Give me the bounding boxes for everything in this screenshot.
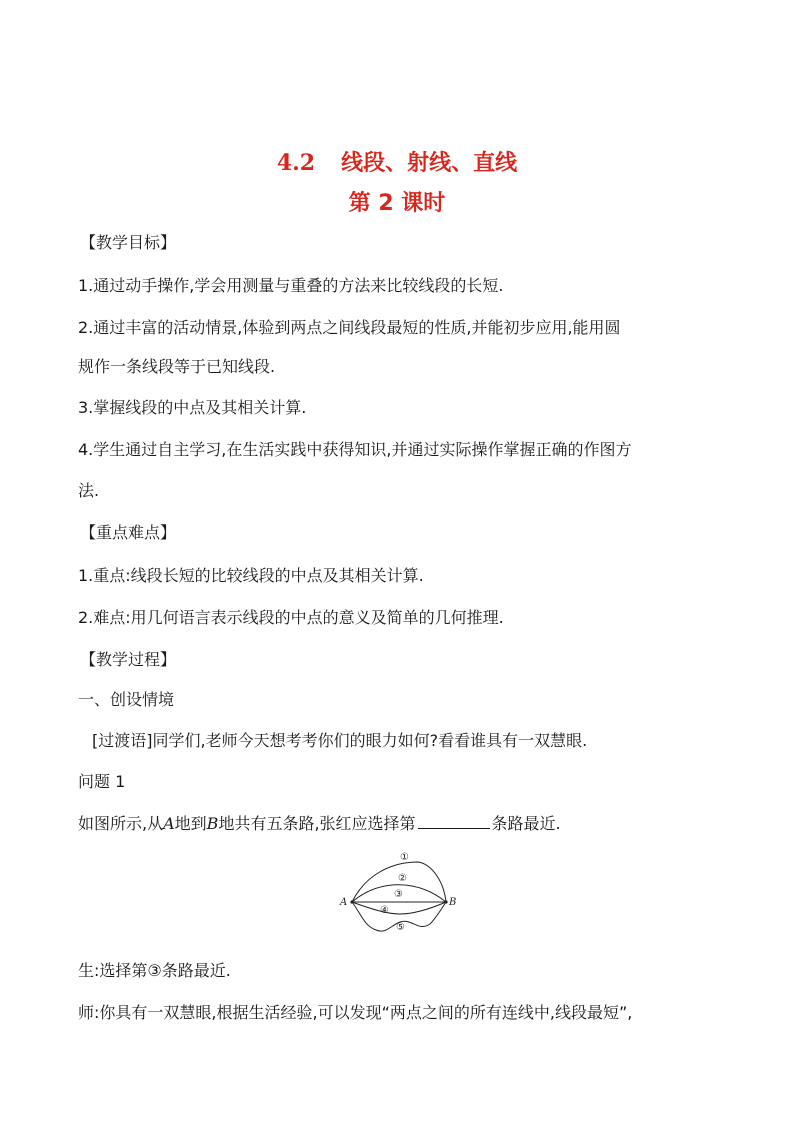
point-b-dot — [444, 900, 447, 903]
answer-blank — [418, 814, 490, 829]
point-b-label: B — [206, 814, 219, 833]
objective-item-2-line-1: 2.通过丰富的活动情景,体验到两点之间线段最短的性质,并能初步应用,能用圆 — [78, 318, 621, 337]
route-label-1: ① — [400, 852, 409, 863]
section-heading-1: 一、创设情境 — [78, 690, 175, 709]
objective-item-3: 3.掌握线段的中点及其相关计算. — [78, 398, 307, 417]
problem-text-mid1: 地到 — [174, 814, 207, 833]
objective-item-4-line-1: 4.学生通过自主学习,在生活实践中获得知识,并通过实际操作掌握正确的作图方 — [78, 440, 632, 459]
figure-label-b: B — [449, 897, 457, 908]
problem-text-post: 条路最近. — [491, 814, 561, 833]
transition-text: [过渡语]同学们,老师今天想考考你们的眼力如何?看看谁具有一双慧眼. — [92, 731, 588, 750]
objective-item-1: 1.通过动手操作,学会用测量与重叠的方法来比较线段的长短. — [78, 276, 504, 295]
keypoints-heading: 【重点难点】 — [80, 523, 177, 542]
problem-text-pre: 如图所示,从 — [78, 814, 164, 833]
figure-label-a: A — [340, 897, 348, 908]
lesson-title-text: 线段、射线、直线 — [341, 151, 518, 176]
teacher-line: 师:你具有一双慧眼,根据生活经验,可以发现“两点之间的所有连线中,线段最短”, — [78, 1003, 633, 1022]
problem-text — [78, 814, 561, 834]
routes-figure — [334, 846, 464, 938]
route-label-5: ⑤ — [396, 922, 405, 933]
problem-text-mid2: 地共有五条路,张红应选择第 — [218, 814, 416, 833]
student-answer: 生:选择第③条路最近. — [78, 961, 231, 980]
keypoint-item-1: 1.重点:线段长短的比较线段的中点及其相关计算. — [78, 566, 424, 585]
lesson-subtitle: 第 2 课时 — [348, 191, 446, 216]
point-a-dot — [350, 900, 353, 903]
point-a-label: A — [163, 814, 175, 833]
route-label-4: ④ — [380, 905, 389, 916]
route-label-3: ③ — [394, 889, 403, 900]
objective-item-4-line-2: 法. — [78, 481, 100, 500]
route-4-path — [352, 902, 446, 914]
objectives-heading: 【教学目标】 — [80, 233, 177, 252]
process-heading: 【教学过程】 — [80, 650, 177, 669]
problem-label: 问题 1 — [78, 772, 126, 791]
lesson-title — [0, 146, 794, 177]
objective-item-2-line-2: 规作一条线段等于已知线段. — [78, 357, 276, 376]
lesson-number: 4.2 — [276, 150, 316, 176]
route-label-2: ② — [398, 873, 407, 884]
keypoint-item-2: 2.难点:用几何语言表示线段的中点的意义及简单的几何推理. — [78, 608, 504, 627]
